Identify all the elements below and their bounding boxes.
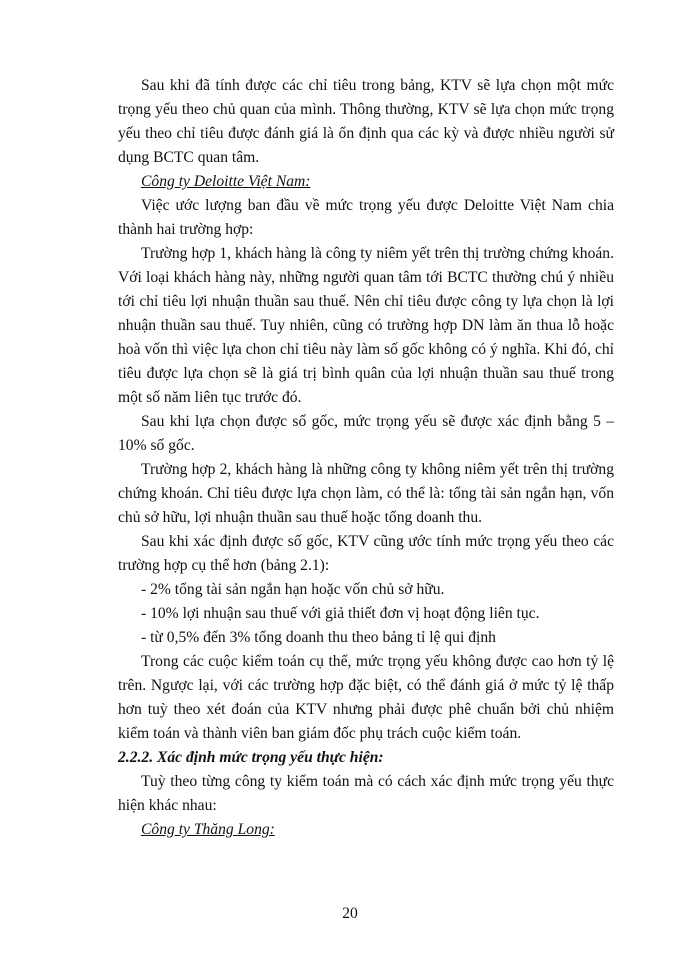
paragraph-special-cases: Trong các cuộc kiểm toán cụ thể, mức trọng yếu không được cao hơn tỷ lệ trên. Ngược lại, với các trường hợp đặc biệt, có thể đánh giá ở mức tỷ lệ thấp hơn tuỳ theo xét đoán của KTV nhưng phải được phê chuẩn bởi chủ nhiệm kiểm toán và thành viên ban giám đốc phụ trách cuộc kiểm toán. bbox=[118, 653, 614, 742]
company-heading-deloitte: Công ty Deloitte Việt Nam: bbox=[141, 173, 311, 190]
paragraph-estimate-cases: Sau khi xác định được số gốc, KTV cũng ước tính mức trọng yếu theo các trường hợp cụ thể hơn (bảng 2.1): bbox=[118, 533, 614, 574]
paragraph-materiality-selection: Sau khi đã tính được các chỉ tiêu trong bảng, KTV sẽ lựa chọn một mức trọng yếu theo chủ quan của mình. Thông thường, KTV sẽ lựa chọn mức trọng yếu theo chỉ tiêu được đánh giá là ổn định qua các kỳ và được nhiều người sử dụng BCTC quan tâm. bbox=[118, 77, 614, 166]
paragraph-case-1: Trường hợp 1, khách hàng là công ty niêm yết trên thị trường chứng khoán. Với loại khách hàng này, những người quan tâm tới BCTC thường chú ý nhiều tới chỉ tiêu lợi nhuận thuần sau thuế. Nên chỉ tiêu được công ty lựa chọn là lợi nhuận thuần sau thuế. Tuy nhiên, cũng có trường hợp DN làm ăn thua lỗ hoặc hoà vốn thì việc lựa chon chỉ tiêu này làm số gốc không có ý nghĩa. Khi đó, chỉ tiêu được lựa chọn sẽ là giá trị bình quân của lợi nhuận thuần sau thuế trong một số năm liên tục trước đó. bbox=[118, 245, 614, 406]
document-body bbox=[118, 74, 614, 842]
bullet-item-profit: - 10% lợi nhuận sau thuế với giả thiết đơn vị hoạt động liên tục. bbox=[141, 605, 540, 622]
bullet-item-revenue: - từ 0,5% đến 3% tổng doanh thu theo bảng tỉ lệ qui định bbox=[141, 629, 496, 646]
bullet-item-assets: - 2% tổng tài sản ngắn hạn hoặc vốn chủ sở hữu. bbox=[141, 581, 445, 598]
paragraph-deloitte-intro: Việc ước lượng ban đầu về mức trọng yếu được Deloitte Việt Nam chia thành hai trường hợp: bbox=[118, 197, 614, 238]
section-heading-2-2-2: 2.2.2. Xác định mức trọng yếu thực hiện: bbox=[118, 749, 384, 766]
paragraph-base-selection: Sau khi lựa chọn được số gốc, mức trọng yếu sẽ được xác định bằng 5 – 10% số gốc. bbox=[118, 413, 614, 454]
paragraph-case-2: Trường hợp 2, khách hàng là những công ty không niêm yết trên thị trường chứng khoán. Chỉ tiêu được lựa chọn làm, có thể là: tổng tài sản ngắn hạn, vốn chủ sở hữu, lợi nhuận thuần sau thuế hoặc tổng doanh thu. bbox=[118, 461, 614, 526]
paragraph-performance-materiality: Tuỳ theo từng công ty kiểm toán mà có cách xác định mức trọng yếu thực hiện khác nhau: bbox=[118, 773, 614, 814]
page-number: 20 bbox=[342, 905, 358, 922]
company-heading-thang-long: Công ty Thăng Long: bbox=[141, 821, 275, 838]
